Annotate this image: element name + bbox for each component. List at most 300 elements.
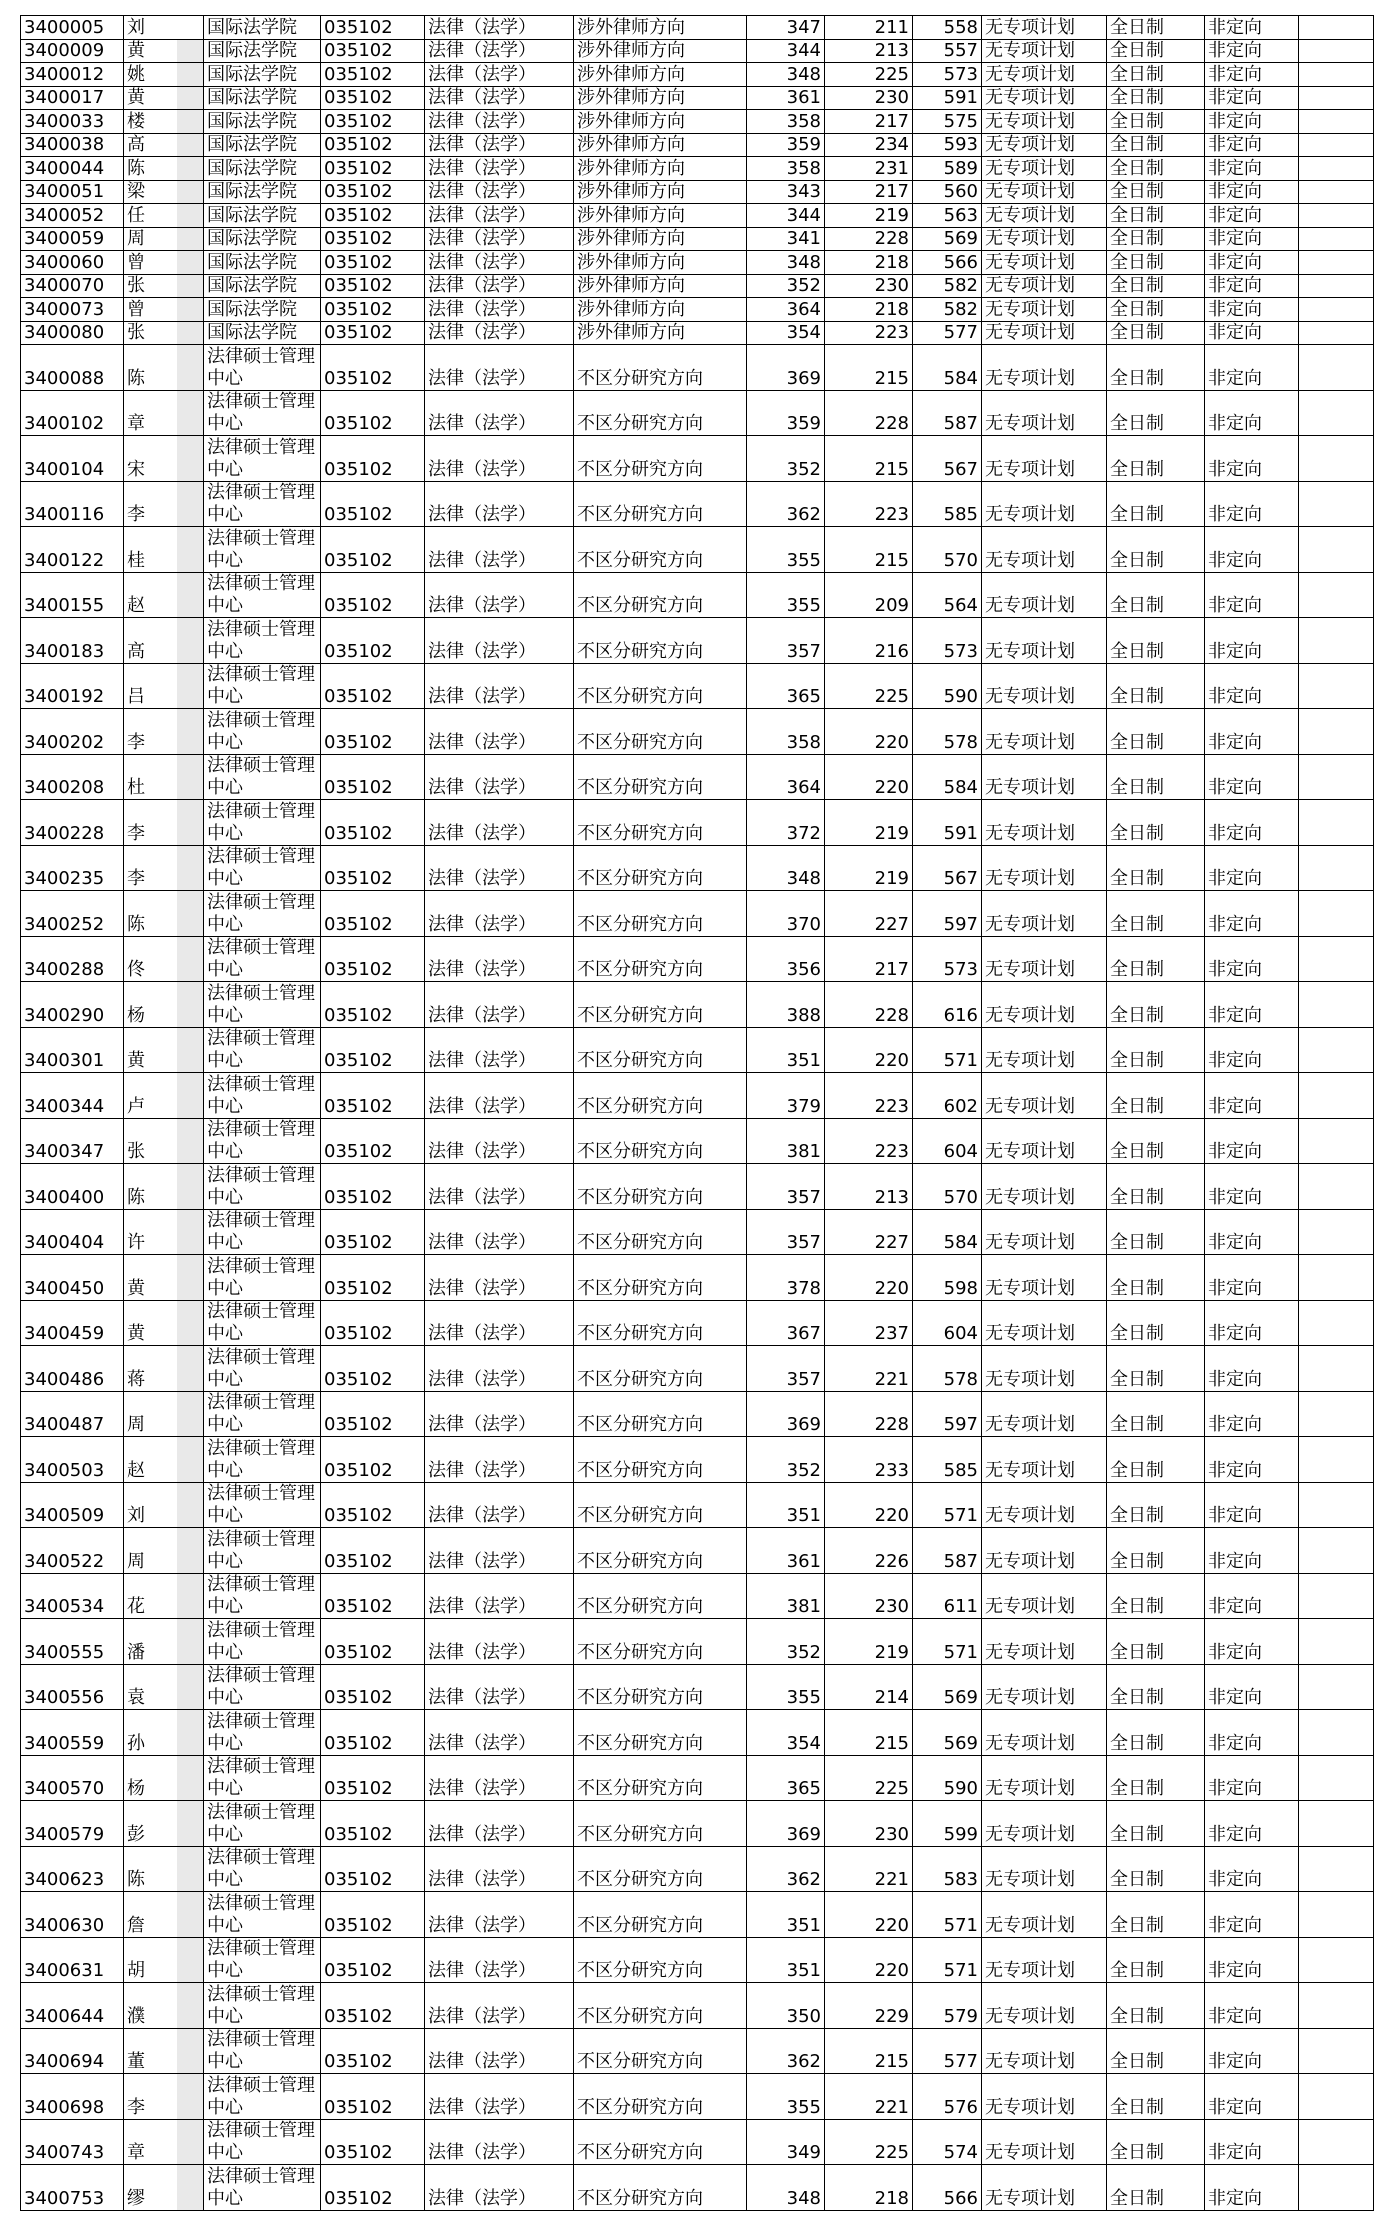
score-b-cell: 219 xyxy=(825,800,913,846)
score-a-cell: 352 xyxy=(747,436,825,482)
direction-cell: 不区分研究方向 xyxy=(574,572,747,618)
special-plan-cell: 无专项计划 xyxy=(982,1391,1107,1437)
score-b-cell: 223 xyxy=(825,481,913,527)
major-code-cell: 035102 xyxy=(321,1983,425,2029)
redaction-mask xyxy=(177,1392,203,1437)
total-score-cell: 560 xyxy=(913,180,982,204)
direction-cell: 不区分研究方向 xyxy=(574,1892,747,1938)
name-cell xyxy=(124,1255,204,1301)
table-row xyxy=(21,180,1374,204)
table-row xyxy=(21,2028,1374,2074)
department-cell: 国际法学院 xyxy=(204,110,321,134)
direction-cell: 不区分研究方向 xyxy=(574,1482,747,1528)
name-cell xyxy=(124,227,204,251)
orientation-cell: 非定向 xyxy=(1205,1391,1299,1437)
major-cell: 法律（法学） xyxy=(425,982,574,1028)
major-cell: 法律（法学） xyxy=(425,2074,574,2120)
study-mode-cell: 全日制 xyxy=(1107,2074,1205,2120)
name-text: 李 xyxy=(127,2096,145,2118)
department-cell: 法律硕士管理中心 xyxy=(204,709,321,755)
total-score-cell: 569 xyxy=(913,1710,982,1756)
candidate-id-cell: 3400503 xyxy=(21,1437,124,1483)
orientation-cell: 非定向 xyxy=(1205,1255,1299,1301)
orientation-cell: 非定向 xyxy=(1205,2119,1299,2165)
major-cell: 法律（法学） xyxy=(425,1482,574,1528)
total-score-cell: 571 xyxy=(913,1482,982,1528)
major-code-cell: 035102 xyxy=(321,436,425,482)
direction-cell: 涉外律师方向 xyxy=(574,251,747,275)
major-code-cell: 035102 xyxy=(321,1482,425,1528)
empty-cell xyxy=(1299,891,1374,937)
name-cell xyxy=(124,1755,204,1801)
orientation-cell: 非定向 xyxy=(1205,436,1299,482)
study-mode-cell: 全日制 xyxy=(1107,754,1205,800)
name-cell xyxy=(124,345,204,391)
study-mode-cell: 全日制 xyxy=(1107,2028,1205,2074)
table-row xyxy=(21,1482,1374,1528)
orientation-cell: 非定向 xyxy=(1205,1300,1299,1346)
score-a-cell: 369 xyxy=(747,1801,825,1847)
name-text: 周 xyxy=(127,228,145,249)
empty-cell xyxy=(1299,1664,1374,1710)
orientation-cell: 非定向 xyxy=(1205,845,1299,891)
table-row xyxy=(21,709,1374,755)
direction-cell: 不区分研究方向 xyxy=(574,1573,747,1619)
table-row xyxy=(21,1937,1374,1983)
name-cell xyxy=(124,663,204,709)
table-row xyxy=(21,1300,1374,1346)
major-cell: 法律（法学） xyxy=(425,891,574,937)
special-plan-cell: 无专项计划 xyxy=(982,390,1107,436)
table-row xyxy=(21,298,1374,322)
candidate-id-cell: 3400155 xyxy=(21,572,124,618)
orientation-cell: 非定向 xyxy=(1205,1983,1299,2029)
special-plan-cell: 无专项计划 xyxy=(982,800,1107,846)
direction-cell: 不区分研究方向 xyxy=(574,663,747,709)
major-code-cell: 035102 xyxy=(321,1573,425,1619)
total-score-cell: 599 xyxy=(913,1801,982,1847)
table-row xyxy=(21,1755,1374,1801)
direction-cell: 不区分研究方向 xyxy=(574,1073,747,1119)
name-cell xyxy=(124,1846,204,1892)
total-score-cell: 558 xyxy=(913,16,982,40)
major-cell: 法律（法学） xyxy=(425,180,574,204)
major-cell: 法律（法学） xyxy=(425,800,574,846)
empty-cell xyxy=(1299,345,1374,391)
direction-cell: 不区分研究方向 xyxy=(574,436,747,482)
orientation-cell: 非定向 xyxy=(1205,390,1299,436)
redaction-mask xyxy=(177,1938,203,1983)
table-row xyxy=(21,1346,1374,1392)
total-score-cell: 570 xyxy=(913,1164,982,1210)
name-cell xyxy=(124,800,204,846)
name-cell xyxy=(124,1118,204,1164)
major-code-cell: 035102 xyxy=(321,663,425,709)
score-a-cell: 352 xyxy=(747,1437,825,1483)
empty-cell xyxy=(1299,227,1374,251)
redaction-mask xyxy=(177,1801,203,1846)
empty-cell xyxy=(1299,1300,1374,1346)
table-row xyxy=(21,1710,1374,1756)
redaction-mask xyxy=(177,664,203,709)
table-row xyxy=(21,527,1374,573)
study-mode-cell: 全日制 xyxy=(1107,481,1205,527)
special-plan-cell: 无专项计划 xyxy=(982,1209,1107,1255)
candidate-id-cell: 3400623 xyxy=(21,1846,124,1892)
empty-cell xyxy=(1299,1983,1374,2029)
department-cell: 法律硕士管理中心 xyxy=(204,1892,321,1938)
department-cell: 法律硕士管理中心 xyxy=(204,2165,321,2211)
major-cell: 法律（法学） xyxy=(425,618,574,664)
total-score-cell: 567 xyxy=(913,845,982,891)
name-text: 刘 xyxy=(127,16,145,38)
orientation-cell: 非定向 xyxy=(1205,274,1299,298)
direction-cell: 不区分研究方向 xyxy=(574,1346,747,1392)
score-a-cell: 381 xyxy=(747,1118,825,1164)
empty-cell xyxy=(1299,436,1374,482)
table-row xyxy=(21,1255,1374,1301)
major-code-cell: 035102 xyxy=(321,1073,425,1119)
redaction-mask xyxy=(177,1346,203,1391)
table-row xyxy=(21,251,1374,275)
empty-cell xyxy=(1299,663,1374,709)
orientation-cell: 非定向 xyxy=(1205,63,1299,87)
empty-cell xyxy=(1299,481,1374,527)
table-row xyxy=(21,345,1374,391)
total-score-cell: 591 xyxy=(913,86,982,110)
empty-cell xyxy=(1299,1528,1374,1574)
score-b-cell: 217 xyxy=(825,110,913,134)
direction-cell: 涉外律师方向 xyxy=(574,298,747,322)
score-a-cell: 365 xyxy=(747,1755,825,1801)
score-b-cell: 215 xyxy=(825,436,913,482)
study-mode-cell: 全日制 xyxy=(1107,1710,1205,1756)
score-b-cell: 215 xyxy=(825,527,913,573)
empty-cell xyxy=(1299,1619,1374,1665)
special-plan-cell: 无专项计划 xyxy=(982,1118,1107,1164)
special-plan-cell: 无专项计划 xyxy=(982,1437,1107,1483)
score-b-cell: 217 xyxy=(825,936,913,982)
department-cell: 国际法学院 xyxy=(204,133,321,157)
table-row xyxy=(21,16,1374,40)
total-score-cell: 579 xyxy=(913,1983,982,2029)
score-b-cell: 230 xyxy=(825,274,913,298)
name-text: 孙 xyxy=(127,1732,145,1754)
study-mode-cell: 全日制 xyxy=(1107,1619,1205,1665)
candidate-id-cell: 3400073 xyxy=(21,298,124,322)
name-text: 高 xyxy=(127,134,145,155)
orientation-cell: 非定向 xyxy=(1205,133,1299,157)
direction-cell: 不区分研究方向 xyxy=(574,2165,747,2211)
name-cell xyxy=(124,204,204,228)
name-cell xyxy=(124,16,204,40)
orientation-cell: 非定向 xyxy=(1205,1346,1299,1392)
study-mode-cell: 全日制 xyxy=(1107,800,1205,846)
table-row xyxy=(21,618,1374,664)
total-score-cell: 566 xyxy=(913,251,982,275)
special-plan-cell: 无专项计划 xyxy=(982,1482,1107,1528)
special-plan-cell: 无专项计划 xyxy=(982,251,1107,275)
department-cell: 法律硕士管理中心 xyxy=(204,1755,321,1801)
major-code-cell: 035102 xyxy=(321,251,425,275)
table-row xyxy=(21,1619,1374,1665)
score-a-cell: 370 xyxy=(747,891,825,937)
direction-cell: 不区分研究方向 xyxy=(574,2074,747,2120)
candidate-id-cell: 3400344 xyxy=(21,1073,124,1119)
orientation-cell: 非定向 xyxy=(1205,157,1299,181)
name-text: 周 xyxy=(127,1414,145,1435)
score-a-cell: 364 xyxy=(747,298,825,322)
name-text: 濮 xyxy=(127,2005,145,2027)
total-score-cell: 590 xyxy=(913,663,982,709)
name-cell xyxy=(124,180,204,204)
major-code-cell: 035102 xyxy=(321,133,425,157)
major-cell: 法律（法学） xyxy=(425,133,574,157)
score-b-cell: 220 xyxy=(825,1482,913,1528)
candidate-id-cell: 3400012 xyxy=(21,63,124,87)
study-mode-cell: 全日制 xyxy=(1107,345,1205,391)
total-score-cell: 578 xyxy=(913,709,982,755)
major-code-cell: 035102 xyxy=(321,1391,425,1437)
direction-cell: 不区分研究方向 xyxy=(574,754,747,800)
major-cell: 法律（法学） xyxy=(425,572,574,618)
name-text: 赵 xyxy=(127,595,145,616)
candidate-id-cell: 3400694 xyxy=(21,2028,124,2074)
score-b-cell: 230 xyxy=(825,86,913,110)
total-score-cell: 584 xyxy=(913,1209,982,1255)
score-b-cell: 215 xyxy=(825,2028,913,2074)
department-cell: 国际法学院 xyxy=(204,251,321,275)
redaction-mask xyxy=(177,891,203,936)
candidate-id-cell: 3400459 xyxy=(21,1300,124,1346)
candidate-id-cell: 3400202 xyxy=(21,709,124,755)
total-score-cell: 590 xyxy=(913,1755,982,1801)
total-score-cell: 571 xyxy=(913,1892,982,1938)
empty-cell xyxy=(1299,110,1374,134)
table-row xyxy=(21,1528,1374,1574)
candidate-id-cell: 3400088 xyxy=(21,345,124,391)
study-mode-cell: 全日制 xyxy=(1107,572,1205,618)
special-plan-cell: 无专项计划 xyxy=(982,180,1107,204)
study-mode-cell: 全日制 xyxy=(1107,227,1205,251)
empty-cell xyxy=(1299,390,1374,436)
score-a-cell: 359 xyxy=(747,390,825,436)
special-plan-cell: 无专项计划 xyxy=(982,1846,1107,1892)
direction-cell: 不区分研究方向 xyxy=(574,709,747,755)
study-mode-cell: 全日制 xyxy=(1107,1755,1205,1801)
empty-cell xyxy=(1299,1846,1374,1892)
empty-cell xyxy=(1299,1482,1374,1528)
redaction-mask xyxy=(177,63,203,86)
name-text: 陈 xyxy=(127,913,145,935)
department-cell: 国际法学院 xyxy=(204,86,321,110)
score-a-cell: 364 xyxy=(747,754,825,800)
redaction-mask xyxy=(177,482,203,527)
department-cell: 法律硕士管理中心 xyxy=(204,1664,321,1710)
special-plan-cell: 无专项计划 xyxy=(982,1619,1107,1665)
redaction-mask xyxy=(177,436,203,481)
major-cell: 法律（法学） xyxy=(425,204,574,228)
orientation-cell: 非定向 xyxy=(1205,709,1299,755)
department-cell: 法律硕士管理中心 xyxy=(204,1027,321,1073)
redaction-mask xyxy=(177,134,203,157)
candidate-id-cell: 3400102 xyxy=(21,390,124,436)
redaction-mask xyxy=(177,937,203,982)
department-cell: 法律硕士管理中心 xyxy=(204,891,321,937)
candidate-id-cell: 3400487 xyxy=(21,1391,124,1437)
orientation-cell: 非定向 xyxy=(1205,1619,1299,1665)
major-code-cell: 035102 xyxy=(321,754,425,800)
name-text: 胡 xyxy=(127,1960,145,1981)
redaction-mask xyxy=(177,709,203,754)
redaction-mask xyxy=(177,1892,203,1937)
name-cell xyxy=(124,63,204,87)
redaction-mask xyxy=(177,1119,203,1164)
table-row xyxy=(21,663,1374,709)
department-cell: 法律硕士管理中心 xyxy=(204,1391,321,1437)
study-mode-cell: 全日制 xyxy=(1107,298,1205,322)
study-mode-cell: 全日制 xyxy=(1107,1346,1205,1392)
redaction-mask xyxy=(177,1028,203,1073)
major-code-cell: 035102 xyxy=(321,2165,425,2211)
special-plan-cell: 无专项计划 xyxy=(982,1801,1107,1847)
name-cell xyxy=(124,86,204,110)
table-row xyxy=(21,1391,1374,1437)
empty-cell xyxy=(1299,936,1374,982)
major-cell: 法律（法学） xyxy=(425,1300,574,1346)
empty-cell xyxy=(1299,1801,1374,1847)
orientation-cell: 非定向 xyxy=(1205,982,1299,1028)
department-cell: 法律硕士管理中心 xyxy=(204,982,321,1028)
name-text: 赵 xyxy=(127,1459,145,1481)
score-b-cell: 228 xyxy=(825,227,913,251)
score-b-cell: 213 xyxy=(825,39,913,63)
name-text: 佟 xyxy=(127,959,145,980)
name-text: 许 xyxy=(127,1232,145,1253)
major-cell: 法律（法学） xyxy=(425,110,574,134)
major-code-cell: 035102 xyxy=(321,63,425,87)
study-mode-cell: 全日制 xyxy=(1107,618,1205,664)
major-cell: 法律（法学） xyxy=(425,1528,574,1574)
orientation-cell: 非定向 xyxy=(1205,180,1299,204)
score-a-cell: 344 xyxy=(747,39,825,63)
special-plan-cell: 无专项计划 xyxy=(982,2119,1107,2165)
name-text: 黄 xyxy=(127,87,145,108)
direction-cell: 不区分研究方向 xyxy=(574,1710,747,1756)
name-text: 宋 xyxy=(127,458,145,480)
study-mode-cell: 全日制 xyxy=(1107,1164,1205,1210)
name-cell xyxy=(124,2074,204,2120)
major-code-cell: 035102 xyxy=(321,1755,425,1801)
empty-cell xyxy=(1299,157,1374,181)
score-b-cell: 230 xyxy=(825,1573,913,1619)
empty-cell xyxy=(1299,39,1374,63)
major-code-cell: 035102 xyxy=(321,800,425,846)
score-a-cell: 357 xyxy=(747,1209,825,1255)
score-b-cell: 237 xyxy=(825,1300,913,1346)
major-cell: 法律（法学） xyxy=(425,481,574,527)
major-code-cell: 035102 xyxy=(321,274,425,298)
table-row xyxy=(21,133,1374,157)
major-cell: 法律（法学） xyxy=(425,1573,574,1619)
candidate-id-cell: 3400301 xyxy=(21,1027,124,1073)
special-plan-cell: 无专项计划 xyxy=(982,345,1107,391)
major-code-cell: 035102 xyxy=(321,2119,425,2165)
score-a-cell: 369 xyxy=(747,1391,825,1437)
major-cell: 法律（法学） xyxy=(425,251,574,275)
redaction-mask xyxy=(177,527,203,572)
department-cell: 法律硕士管理中心 xyxy=(204,481,321,527)
score-a-cell: 348 xyxy=(747,845,825,891)
orientation-cell: 非定向 xyxy=(1205,1073,1299,1119)
empty-cell xyxy=(1299,2074,1374,2120)
name-text: 杨 xyxy=(127,1778,145,1799)
redaction-mask xyxy=(177,1847,203,1892)
special-plan-cell: 无专项计划 xyxy=(982,298,1107,322)
major-cell: 法律（法学） xyxy=(425,86,574,110)
score-a-cell: 378 xyxy=(747,1255,825,1301)
total-score-cell: 584 xyxy=(913,345,982,391)
name-text: 张 xyxy=(127,322,145,343)
department-cell: 国际法学院 xyxy=(204,39,321,63)
direction-cell: 不区分研究方向 xyxy=(574,1983,747,2029)
major-code-cell: 035102 xyxy=(321,709,425,755)
table-row xyxy=(21,390,1374,436)
score-b-cell: 209 xyxy=(825,572,913,618)
redaction-mask xyxy=(177,298,203,321)
name-cell xyxy=(124,572,204,618)
total-score-cell: 587 xyxy=(913,390,982,436)
special-plan-cell: 无专项计划 xyxy=(982,1573,1107,1619)
name-cell xyxy=(124,1482,204,1528)
direction-cell: 涉外律师方向 xyxy=(574,86,747,110)
score-b-cell: 213 xyxy=(825,1164,913,1210)
name-text: 陈 xyxy=(127,157,145,179)
score-b-cell: 215 xyxy=(825,1710,913,1756)
empty-cell xyxy=(1299,572,1374,618)
direction-cell: 不区分研究方向 xyxy=(574,1027,747,1073)
name-cell xyxy=(124,1983,204,2029)
study-mode-cell: 全日制 xyxy=(1107,1801,1205,1847)
score-a-cell: 354 xyxy=(747,1710,825,1756)
special-plan-cell: 无专项计划 xyxy=(982,1255,1107,1301)
total-score-cell: 602 xyxy=(913,1073,982,1119)
score-a-cell: 357 xyxy=(747,1346,825,1392)
score-a-cell: 351 xyxy=(747,1937,825,1983)
total-score-cell: 597 xyxy=(913,1391,982,1437)
redaction-mask xyxy=(177,2165,203,2210)
special-plan-cell: 无专项计划 xyxy=(982,481,1107,527)
direction-cell: 涉外律师方向 xyxy=(574,63,747,87)
study-mode-cell: 全日制 xyxy=(1107,157,1205,181)
department-cell: 法律硕士管理中心 xyxy=(204,1073,321,1119)
name-text: 卢 xyxy=(127,1095,145,1117)
table-row xyxy=(21,2119,1374,2165)
name-cell xyxy=(124,390,204,436)
table-row xyxy=(21,63,1374,87)
name-text: 杜 xyxy=(127,777,145,798)
redaction-mask xyxy=(177,1301,203,1346)
major-cell: 法律（法学） xyxy=(425,1255,574,1301)
candidate-id-cell: 3400070 xyxy=(21,274,124,298)
empty-cell xyxy=(1299,1346,1374,1392)
redaction-mask xyxy=(177,322,203,345)
orientation-cell: 非定向 xyxy=(1205,481,1299,527)
score-b-cell: 221 xyxy=(825,1346,913,1392)
redaction-mask xyxy=(177,1528,203,1573)
table-row xyxy=(21,1073,1374,1119)
candidate-id-cell: 3400208 xyxy=(21,754,124,800)
